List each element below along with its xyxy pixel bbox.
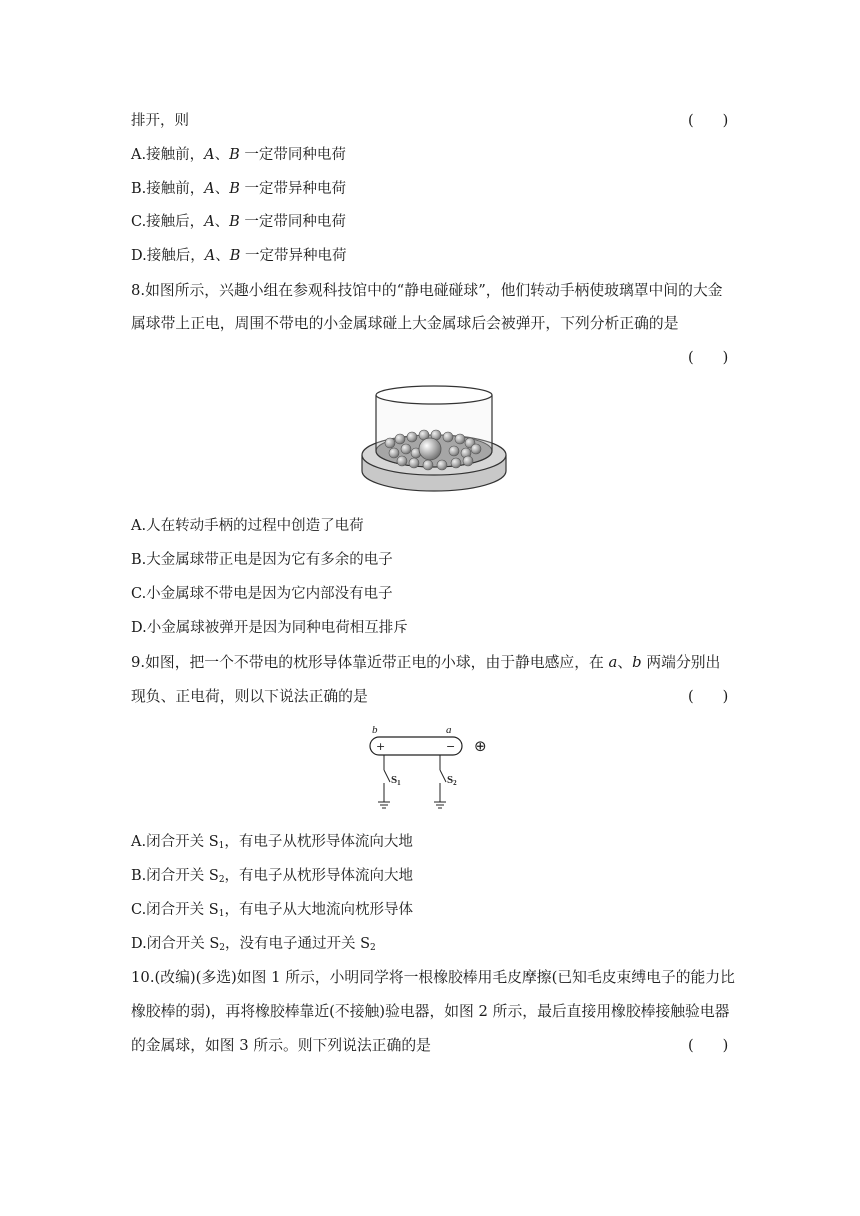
q8-stem-line2: 属球带上正电，周围不带电的小金属球碰上大金属球后会被弹开，下列分析正确的是 — [131, 315, 679, 332]
q8-option-a: A.人在转动手柄的过程中创造了电荷 — [131, 518, 364, 534]
q8-option-d: D.小金属球被弹开是因为同种电荷相互排斥 — [131, 620, 408, 636]
q7-answer-paren: ( ) — [688, 113, 729, 129]
pillow-conductor-circuit-figure — [362, 722, 498, 814]
plus-sign: + — [376, 740, 386, 753]
label-b: b — [372, 724, 378, 736]
q7-option-c: C.接触后，A、B 一定带同种电荷 — [131, 214, 346, 230]
q9-option-d: D.闭合开关 $S_2$，没有电子通过开关 $S_2$ — [131, 936, 376, 953]
label-a: a — [446, 724, 452, 736]
q8-option-c: C.小金属球不带电是因为它内部没有电子 — [131, 586, 393, 602]
q10-stem-line2: 橡胶棒的弱)，再将橡胶棒靠近(不接触)验电器，如图 2 所示，最后直接用橡胶棒接触验电器 — [131, 1003, 730, 1020]
q8-option-b: B.大金属球带正电是因为它有多余的电子 — [131, 552, 393, 568]
q7-stem-tail: 排开，则 — [131, 113, 189, 129]
q9-option-a: A.闭合开关 $S_1$，有电子从枕形导体流向大地 — [131, 834, 413, 851]
electrostatic-ball-dome-figure — [358, 383, 510, 495]
q10-stem-line3: 的金属球，如图 3 所示。则下列说法正确的是 — [131, 1037, 431, 1054]
q9-option-c: C.闭合开关 $S_1$，有电子从大地流向枕形导体 — [131, 902, 413, 919]
q10-answer-paren: ( ) — [688, 1038, 729, 1054]
q9-stem-line2: 现负、正电荷，则以下说法正确的是 — [131, 688, 368, 705]
switch-s1-label: S1 — [391, 774, 401, 787]
q8-stem-line1: 8.如图所示，兴趣小组在参观科技馆中的“静电碰碰球”，他们转动手柄使玻璃罩中间的大金 — [131, 282, 723, 299]
q7-option-b: B.接触前，A、B 一定带异种电荷 — [131, 181, 347, 197]
q7-option-a: A.接触前，A、B 一定带同种电荷 — [131, 147, 346, 163]
charged-ball-icon: ⊕ — [474, 737, 487, 755]
minus-sign: − — [446, 740, 456, 753]
switch-s2-label: S2 — [447, 774, 457, 787]
q8-answer-paren: ( ) — [688, 350, 729, 366]
q9-option-b: B.闭合开关 $S_2$，有电子从枕形导体流向大地 — [131, 868, 414, 885]
q10-stem-line1: 10.(改编)(多选)如图 1 所示，小明同学将一根橡胶棒用毛皮摩擦(已知毛皮束缚电子的能力比 — [131, 969, 735, 986]
q9-answer-paren: ( ) — [688, 689, 729, 705]
q7-option-d: D.接触后，A、B 一定带异种电荷 — [131, 248, 347, 264]
q9-stem-line1: 9.如图，把一个不带电的枕形导体靠近带正电的小球，由于静电感应，在 a、b 两端分别出 — [131, 654, 721, 671]
